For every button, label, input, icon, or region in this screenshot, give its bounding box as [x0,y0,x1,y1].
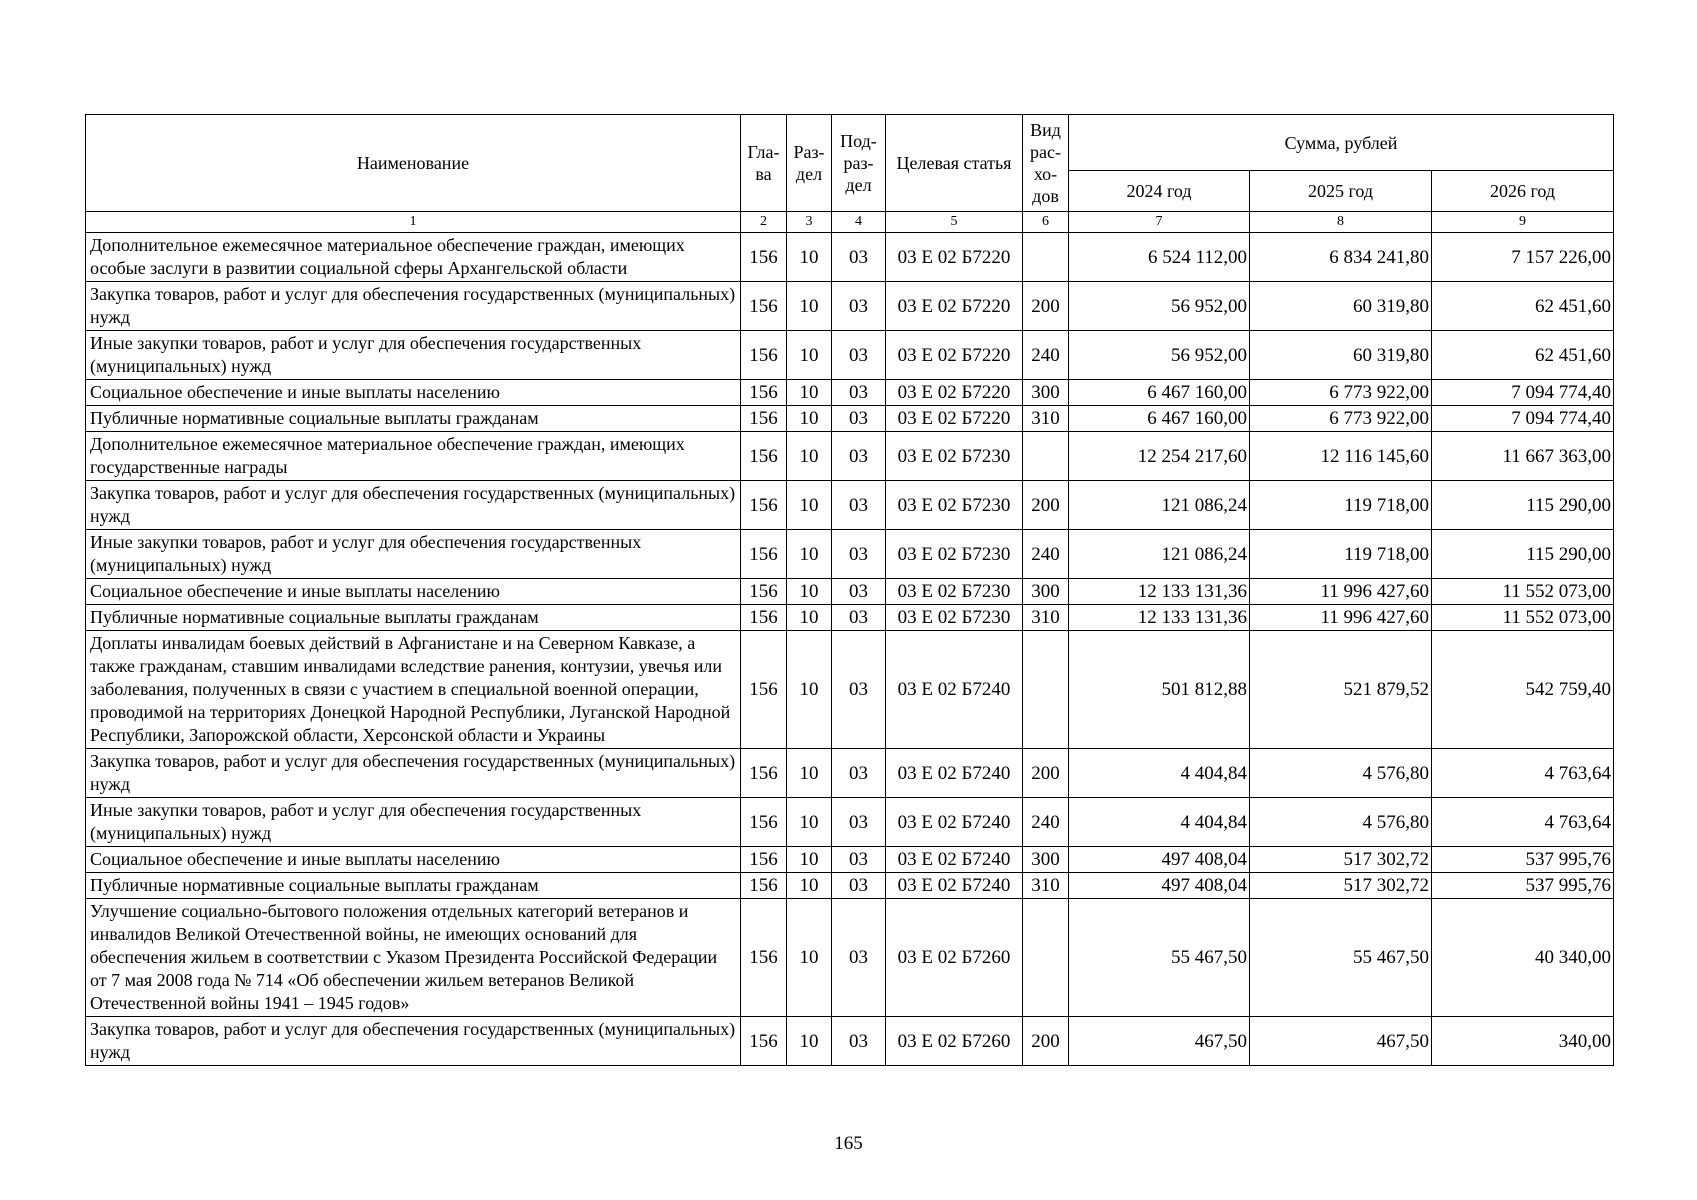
row-amount-2026: 542 759,40 [1432,631,1614,749]
row-target-article: 03 Е 02 Б7220 [886,233,1023,282]
table-row [86,749,1614,798]
row-target-article: 03 Е 02 Б7240 [886,631,1023,749]
row-section: 10 [787,1017,832,1066]
row-amount-2024: 121 086,24 [1069,530,1250,579]
row-name: Иные закупки товаров, работ и услуг для обеспечения государственных (муниципальных) нужд [86,798,741,847]
row-amount-2026: 115 290,00 [1432,481,1614,530]
row-section: 10 [787,233,832,282]
row-amount-2025: 60 319,80 [1250,331,1432,380]
row-name: Закупка товаров, работ и услуг для обеспечения государственных (муниципальных) нужд [86,749,741,798]
table-row [86,579,1614,605]
row-amount-2024: 6 467 160,00 [1069,406,1250,432]
table-row [86,1017,1614,1066]
row-chapter: 156 [741,380,787,406]
row-chapter: 156 [741,899,787,1017]
row-chapter: 156 [741,749,787,798]
row-amount-2024: 497 408,04 [1069,873,1250,899]
column-number: 8 [1250,212,1432,233]
column-number: 4 [832,212,886,233]
row-amount-2024: 121 086,24 [1069,481,1250,530]
row-amount-2024: 497 408,04 [1069,847,1250,873]
table-row [86,899,1614,1017]
row-target-article: 03 Е 02 Б7220 [886,380,1023,406]
table-row [86,406,1614,432]
row-subsection: 03 [832,331,886,380]
row-target-article: 03 Е 02 Б7240 [886,798,1023,847]
row-amount-2026: 537 995,76 [1432,873,1614,899]
row-amount-2024: 56 952,00 [1069,282,1250,331]
row-chapter: 156 [741,873,787,899]
budget-table [85,114,1614,1066]
row-name: Социальное обеспечение и иные выплаты населению [86,847,741,873]
table-header [86,115,1614,233]
row-chapter: 156 [741,631,787,749]
table-row [86,481,1614,530]
row-chapter: 156 [741,1017,787,1066]
row-subsection: 03 [832,847,886,873]
table-row [86,432,1614,481]
row-chapter: 156 [741,481,787,530]
row-name: Закупка товаров, работ и услуг для обеспечения государственных (муниципальных) нужд [86,282,741,331]
row-subsection: 03 [832,233,886,282]
table-row [86,631,1614,749]
row-section: 10 [787,631,832,749]
row-subsection: 03 [832,432,886,481]
column-number: 6 [1023,212,1069,233]
row-name: Доплаты инвалидам боевых действий в Афганистане и на Северном Кавказе, а также гражданам, ставшим инвалидами вследствие ранения, контузии, увечья или заболевания, полученных в связи с участием в специальной военной операции, проводимой на территориях Донецкой Народной Республики, Луганской Народной Республики, Запорожской области, Херсонской области и Украины [86,631,741,749]
row-amount-2025: 6 773 922,00 [1250,406,1432,432]
row-amount-2024: 4 404,84 [1069,749,1250,798]
header-sum: Сумма, рублей [1069,115,1614,171]
row-chapter: 156 [741,233,787,282]
row-chapter: 156 [741,847,787,873]
row-subsection: 03 [832,530,886,579]
row-subsection: 03 [832,282,886,331]
row-name: Дополнительное ежемесячное материальное обеспечение граждан, имеющих государственные награды [86,432,741,481]
row-name: Иные закупки товаров, работ и услуг для обеспечения государственных (муниципальных) нужд [86,530,741,579]
row-amount-2024: 12 133 131,36 [1069,579,1250,605]
row-chapter: 156 [741,432,787,481]
row-amount-2024: 4 404,84 [1069,798,1250,847]
column-number: 3 [787,212,832,233]
row-amount-2026: 537 995,76 [1432,847,1614,873]
row-section: 10 [787,847,832,873]
row-chapter: 156 [741,605,787,631]
row-name: Публичные нормативные социальные выплаты гражданам [86,873,741,899]
row-expense-type: 300 [1023,380,1069,406]
row-section: 10 [787,873,832,899]
row-target-article: 03 Е 02 Б7230 [886,481,1023,530]
table-row [86,605,1614,631]
row-amount-2025: 12 116 145,60 [1250,432,1432,481]
row-amount-2026: 11 552 073,00 [1432,605,1614,631]
row-expense-type [1023,899,1069,1017]
row-subsection: 03 [832,605,886,631]
row-amount-2026: 11 552 073,00 [1432,579,1614,605]
row-amount-2025: 6 834 241,80 [1250,233,1432,282]
row-expense-type: 200 [1023,1017,1069,1066]
row-expense-type [1023,432,1069,481]
column-number: 7 [1069,212,1250,233]
table-row [86,331,1614,380]
row-amount-2026: 4 763,64 [1432,798,1614,847]
row-section: 10 [787,798,832,847]
row-amount-2026: 4 763,64 [1432,749,1614,798]
header-name: Наименование [86,115,741,212]
row-subsection: 03 [832,631,886,749]
row-amount-2024: 6 524 112,00 [1069,233,1250,282]
column-number: 1 [86,212,741,233]
row-section: 10 [787,579,832,605]
table-row [86,380,1614,406]
row-expense-type: 310 [1023,873,1069,899]
column-number: 5 [886,212,1023,233]
row-section: 10 [787,749,832,798]
row-amount-2025: 11 996 427,60 [1250,579,1432,605]
row-amount-2025: 11 996 427,60 [1250,605,1432,631]
row-amount-2025: 60 319,80 [1250,282,1432,331]
row-chapter: 156 [741,282,787,331]
row-target-article: 03 Е 02 Б7240 [886,749,1023,798]
row-amount-2026: 11 667 363,00 [1432,432,1614,481]
row-target-article: 03 Е 02 Б7240 [886,873,1023,899]
row-amount-2025: 517 302,72 [1250,847,1432,873]
row-amount-2026: 40 340,00 [1432,899,1614,1017]
row-section: 10 [787,481,832,530]
row-subsection: 03 [832,380,886,406]
row-target-article: 03 Е 02 Б7220 [886,331,1023,380]
row-amount-2025: 4 576,80 [1250,749,1432,798]
row-name: Социальное обеспечение и иные выплаты населению [86,380,741,406]
row-amount-2026: 62 451,60 [1432,282,1614,331]
row-target-article: 03 Е 02 Б7230 [886,530,1023,579]
row-chapter: 156 [741,579,787,605]
row-subsection: 03 [832,1017,886,1066]
row-target-article: 03 Е 02 Б7230 [886,432,1023,481]
row-expense-type: 300 [1023,579,1069,605]
row-amount-2025: 4 576,80 [1250,798,1432,847]
row-expense-type: 240 [1023,530,1069,579]
row-expense-type [1023,631,1069,749]
row-section: 10 [787,432,832,481]
table-row [86,233,1614,282]
header-year-2025: 2025 год [1250,171,1432,212]
row-expense-type: 310 [1023,605,1069,631]
row-chapter: 156 [741,331,787,380]
row-amount-2024: 56 952,00 [1069,331,1250,380]
table-row [86,530,1614,579]
row-subsection: 03 [832,481,886,530]
row-section: 10 [787,331,832,380]
row-section: 10 [787,605,832,631]
row-expense-type: 200 [1023,481,1069,530]
row-name: Закупка товаров, работ и услуг для обеспечения государственных (муниципальных) нужд [86,481,741,530]
row-name: Социальное обеспечение и иные выплаты населению [86,579,741,605]
row-name: Публичные нормативные социальные выплаты гражданам [86,406,741,432]
row-amount-2024: 12 254 217,60 [1069,432,1250,481]
column-number: 2 [741,212,787,233]
row-expense-type: 240 [1023,331,1069,380]
row-section: 10 [787,406,832,432]
column-number: 9 [1432,212,1614,233]
row-amount-2024: 501 812,88 [1069,631,1250,749]
row-expense-type: 200 [1023,282,1069,331]
row-chapter: 156 [741,798,787,847]
table-row [86,282,1614,331]
row-amount-2025: 521 879,52 [1250,631,1432,749]
header-year-2024: 2024 год [1069,171,1250,212]
row-target-article: 03 Е 02 Б7260 [886,1017,1023,1066]
header-section: Раз-дел [787,115,832,212]
row-section: 10 [787,530,832,579]
row-expense-type [1023,233,1069,282]
row-target-article: 03 Е 02 Б7220 [886,282,1023,331]
row-name: Иные закупки товаров, работ и услуг для обеспечения государственных (муниципальных) нужд [86,331,741,380]
row-amount-2026: 115 290,00 [1432,530,1614,579]
row-amount-2025: 517 302,72 [1250,873,1432,899]
row-amount-2024: 55 467,50 [1069,899,1250,1017]
row-amount-2025: 119 718,00 [1250,530,1432,579]
row-amount-2026: 340,00 [1432,1017,1614,1066]
table-row [86,798,1614,847]
row-target-article: 03 Е 02 Б7240 [886,847,1023,873]
row-subsection: 03 [832,899,886,1017]
header-subsection: Под-раз-дел [832,115,886,212]
row-target-article: 03 Е 02 Б7230 [886,605,1023,631]
row-amount-2025: 6 773 922,00 [1250,380,1432,406]
row-amount-2026: 7 094 774,40 [1432,406,1614,432]
row-subsection: 03 [832,579,886,605]
row-chapter: 156 [741,406,787,432]
row-expense-type: 310 [1023,406,1069,432]
row-subsection: 03 [832,749,886,798]
row-section: 10 [787,282,832,331]
table-row [86,847,1614,873]
row-subsection: 03 [832,873,886,899]
row-section: 10 [787,380,832,406]
row-name: Закупка товаров, работ и услуг для обеспечения государственных (муниципальных) нужд [86,1017,741,1066]
row-target-article: 03 Е 02 Б7230 [886,579,1023,605]
row-name: Дополнительное ежемесячное материальное обеспечение граждан, имеющих особые заслуги в развитии социальной сферы Архангельской области [86,233,741,282]
row-amount-2025: 55 467,50 [1250,899,1432,1017]
header-target: Целевая статья [886,115,1023,212]
row-amount-2024: 12 133 131,36 [1069,605,1250,631]
row-name: Публичные нормативные социальные выплаты гражданам [86,605,741,631]
row-subsection: 03 [832,798,886,847]
row-amount-2026: 7 094 774,40 [1432,380,1614,406]
row-amount-2024: 6 467 160,00 [1069,380,1250,406]
row-expense-type: 200 [1023,749,1069,798]
row-section: 10 [787,899,832,1017]
row-chapter: 156 [741,530,787,579]
row-name: Улучшение социально-бытового положения отдельных категорий ветеранов и инвалидов Великой Отечественной войны, не имеющих оснований для обеспечения жильем в соответствии с Указом Президента Российской Федерации от 7 мая 2008 года № 714 «Об обеспечении жильем ветеранов Великой Отечественной войны 1941 – 1945 годов» [86,899,741,1017]
table-row [86,873,1614,899]
row-amount-2026: 62 451,60 [1432,331,1614,380]
row-subsection: 03 [832,406,886,432]
row-expense-type: 300 [1023,847,1069,873]
row-amount-2026: 7 157 226,00 [1432,233,1614,282]
header-expense-type: Вид рас-хо-дов [1023,115,1069,212]
row-target-article: 03 Е 02 Б7260 [886,899,1023,1017]
row-expense-type: 240 [1023,798,1069,847]
header-year-2026: 2026 год [1432,171,1614,212]
row-amount-2024: 467,50 [1069,1017,1250,1066]
header-chapter: Гла-ва [741,115,787,212]
row-target-article: 03 Е 02 Б7220 [886,406,1023,432]
row-amount-2025: 119 718,00 [1250,481,1432,530]
row-amount-2025: 467,50 [1250,1017,1432,1066]
table-body [86,233,1614,1066]
page-number: 165 [834,1133,863,1154]
